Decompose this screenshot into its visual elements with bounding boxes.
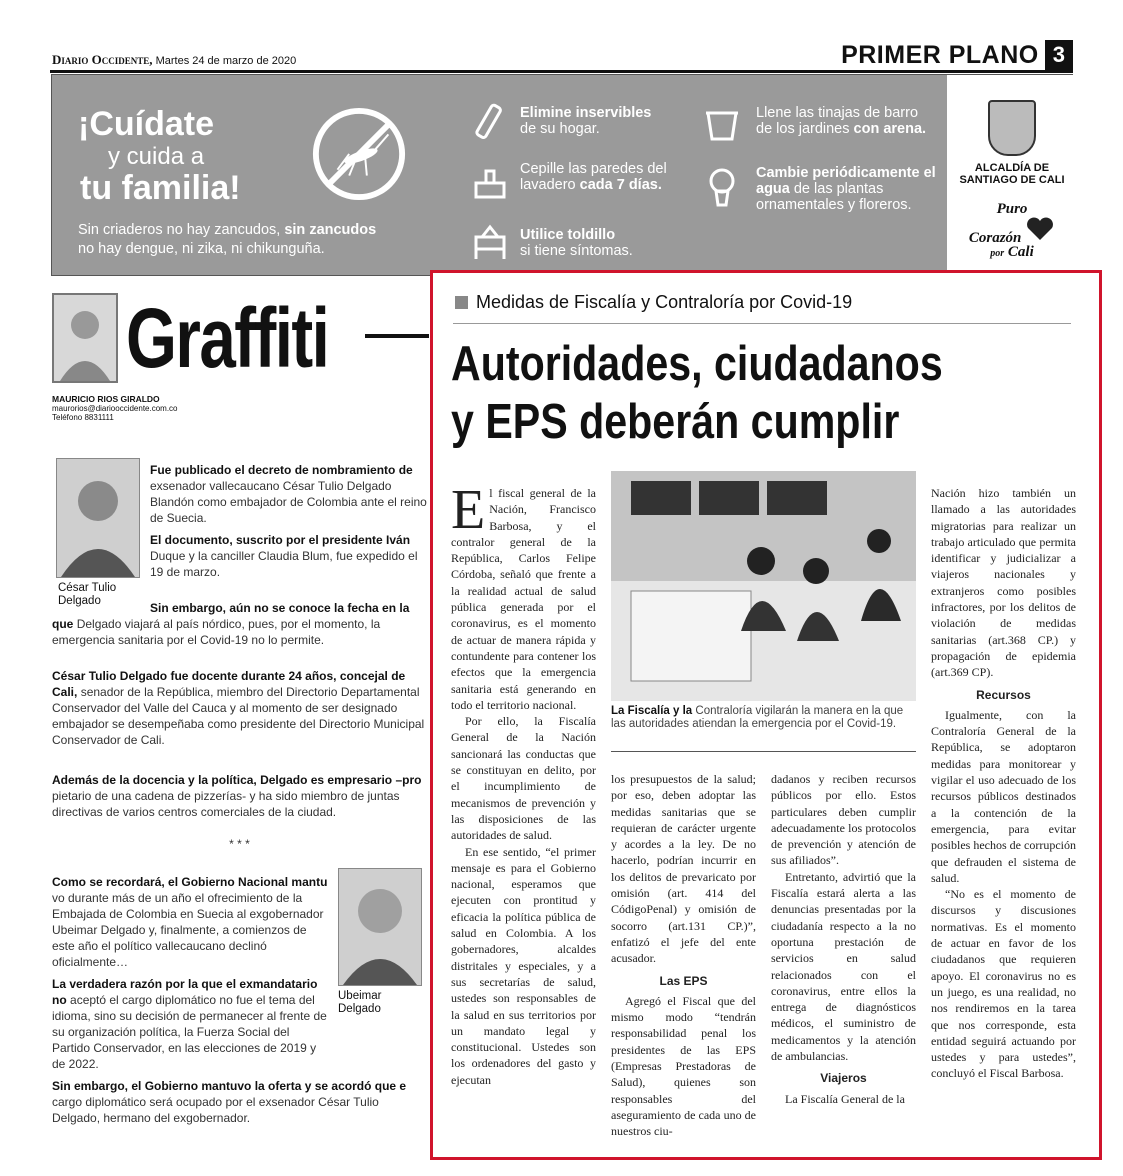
logo-name-2: SANTIAGO DE CALI — [959, 174, 1065, 186]
tip-3-bold: Utilice toldillo — [520, 227, 616, 243]
photo-caption — [611, 705, 916, 730]
caption-rule — [611, 751, 916, 752]
ad-note-line-2: no hay dengue, ni zika, ni chikunguña. — [78, 241, 325, 257]
article-column-1 — [451, 479, 596, 1088]
portrait-icon — [339, 869, 421, 985]
photo-caption-bold: La Fiscalía y la — [611, 705, 693, 717]
author-email: maurorios@diariooccidente.com.co — [52, 404, 178, 413]
caption-2-name: Ubeimar — [338, 990, 382, 1002]
tip-3-text: si tiene síntomas. — [520, 243, 633, 259]
col4-p2: Igualmente, con la Contraloría General de la República, se adoptaron medidas para monitorear y vigilar el uso adecuado de los recursos públicos destinados a la contención de la emergencia, para evitar posibles hechos de corrupción que defrauden el sistema de salud. — [931, 707, 1076, 885]
article-column-2 — [611, 771, 756, 1140]
pot-icon — [704, 103, 740, 143]
kicker-rule — [453, 323, 1071, 324]
cali-logo — [952, 100, 1072, 261]
control-room-photo-icon — [611, 471, 916, 701]
drop-cap: E — [451, 479, 486, 541]
graffiti-p6 — [52, 874, 330, 970]
p5-text: pietario de una cadena de pizzerías- y ha sido miembro de juntas directivas de varios centros comerciales de la ciudad. — [52, 789, 400, 819]
author-name: MAURICIO RIOS GIRALDO — [52, 394, 160, 404]
heart-icon — [1025, 216, 1055, 242]
article-column-4 — [931, 485, 1076, 1082]
p2-text: Duque y la canciller Claudia Blum, fue expedido el 19 de marzo. — [150, 549, 418, 579]
highlighted-article — [430, 270, 1102, 1160]
p7-text: aceptó el cargo diplomático no fue el tema del idioma, sino su decisión de permanecer al frente de su organización política, la Fuerza Social del Partido Conservador, en las elecciones de 2019 y de 2022. — [52, 993, 327, 1071]
columnist-photo — [52, 293, 118, 383]
page-number: 3 — [1045, 40, 1073, 70]
author-phone: Teléfono 8831111 — [52, 413, 114, 422]
coat-of-arms-icon — [988, 100, 1036, 156]
col3-p2: Entretanto, advirtió que la Fiscalía estará alerta a las denuncias presentadas por la ciudadanía respecto a la no oportuna prestación de servicios en salud relacionados con el coronavirus, entre ellos la entrega de diagnósticos médicos, el suministro de medicamentos y la atención de ambulancias. — [771, 869, 916, 1064]
subhead-eps: Las EPS — [659, 973, 708, 988]
page-header-left — [52, 52, 296, 68]
p8-bold: Sin embargo, el Gobierno mantuvo la oferta y se acordó que e — [52, 1079, 407, 1093]
tip-3 — [520, 227, 700, 259]
tip-4-bold: con arena. — [853, 121, 927, 137]
caption-2-last: Delgado — [338, 1003, 381, 1015]
col1-p1: l fiscal general de la Nación, Francisco Barbosa, y el contralor general de la República, Carlos Felipe Córdoba, señaló que frente a la realidad actual de salud pública generada por el coronavirus, es el momento de actuar de manera rápida y contundente para contener los efectos que la emergencia sanitaria está generando en todo el territorio nacional. — [451, 486, 596, 712]
slogan-2: Corazón — [968, 230, 1022, 246]
logo-name-1: ALCALDÍA DE — [974, 162, 1050, 174]
kicker-square-icon — [455, 296, 468, 309]
article-kicker — [455, 292, 852, 313]
p2-bold: El documento, suscrito por el presidente Iván — [150, 533, 411, 547]
headline-line-1: Autoridades, ciudadanos — [451, 337, 943, 391]
ad-title-line-1: ¡Cuídate — [78, 105, 214, 143]
slogan-3: por — [990, 248, 1005, 259]
col4-p1: Nación hizo también un llamado a las autoridades migratorias para realizar un trabajo articulado que permita identificar y judicializar a viajeros nacionales y extranjeros como posibles infractores, por los delitos de violación de medidas sanitarias (art.368 CP.) y propagación de epidemia (art.369 CP). — [931, 486, 1076, 680]
subhead-viajeros: Viajeros — [820, 1071, 867, 1086]
tip-2-bold: cada 7 días. — [579, 177, 662, 193]
columnist-portrait-icon — [54, 295, 116, 381]
tip-1-bold: Elimine inservibles — [520, 105, 652, 121]
col3-p1: dadanos y reciben recursos públicos por ello. Estos particulares deben cumplir adecuadamente los protocolos de prevención y atención de sus afiliados”. — [771, 772, 916, 868]
ad-note-part: Sin criaderos no hay zancudos, — [78, 222, 285, 238]
col1-p3: En ese sentido, “el primer mensaje es para el Gobierno nacional, esperamos que ejecuten con prontitud y eficacia la política pública de salud en Colombia. A los gobernadores, alcaldes distritales y especiales, y a sus secretarías de salud, ustedes son responsables de la salud en sus territorios por un mandato legal y constitucional. Ustedes son los ordenadores del gasto y ejecutan — [451, 844, 596, 1087]
graffiti-p1 — [150, 462, 428, 526]
tip-2 — [520, 161, 700, 193]
headline-line-2: y EPS deberán cumplir — [451, 395, 900, 449]
article-photo — [611, 471, 916, 701]
graffiti-p4 — [52, 668, 427, 748]
col2-p2: Agregó el Fiscal que del mismo modo “tendrán responsabilidad penal los presidentes de las EPS (Empresas Prestadoras de Salud), quienes son responsables del aseguramiento de cada uno de nuestros ciu- — [611, 993, 756, 1139]
p3-bold: Sin embargo, aún no se conoce la fecha en la que — [52, 601, 410, 631]
p5-bold: Además de la docencia y la política, Delgado es empresario –pro — [52, 773, 422, 787]
photo-ubeimar — [338, 868, 422, 986]
p1-text: exsenador vallecaucano César Tulio Delgado Blandón como embajador de Colombia ante el reino de Suecia. — [150, 479, 427, 525]
p8-text: cargo diplomático será ocupado por el exsenador César Tulio Delgado, hermano del exgobernador. — [52, 1095, 379, 1125]
article-headline — [451, 335, 989, 451]
p6-text: vo durante más de un año el ofrecimiento de la Embajada de Colombia en Suecia al exgobernador Ubeimar Delgado y, finalmente, a comienzos de este año el político vallecaucano declinó oficialmente… — [52, 891, 324, 969]
ad-note — [78, 221, 438, 259]
newspaper-name: Diario Occidente, — [52, 52, 153, 67]
health-ad-banner — [51, 74, 1073, 276]
p4-bold: César Tulio Delgado fue docente durante 24 años, concejal de Cali, — [52, 669, 406, 699]
bed-net-icon — [472, 223, 508, 263]
graffiti-p8 — [52, 1078, 427, 1126]
byline — [52, 395, 178, 422]
p1-bold: Fue publicado el decreto de nombramiento de — [150, 463, 413, 477]
caption-ubeimar — [338, 990, 381, 1016]
tip-1 — [520, 105, 700, 137]
slogan-1: Puro — [996, 201, 1028, 217]
graffiti-p7 — [52, 976, 330, 1072]
ad-title-line-3: tu familia! — [80, 169, 241, 207]
p6-bold: Como se recordará, el Gobierno Nacional mantu — [52, 875, 328, 889]
section-name: PRIMER PLANO — [841, 40, 1039, 69]
column-title-rule — [365, 334, 429, 338]
slogan-4: Cali — [1007, 244, 1034, 260]
slogan — [952, 202, 1072, 261]
page-header-right — [841, 40, 1073, 70]
portrait-icon — [57, 459, 139, 577]
tip-4 — [756, 105, 936, 137]
ad-note-bold: sin zancudos — [284, 222, 377, 238]
p4-text: senador de la República, miembro del Directorio Departamental Conservador del Valle del Cauca y al momento de ser designado embajador se desempeñaba como presidente del Directorio Municipal Conservador de Cali. — [52, 685, 425, 747]
p3-text: Delgado viajará al país nórdico, pues, por el momento, la emergencia sanitaria por el Covid-19 no lo permite. — [52, 617, 381, 647]
no-mosquito-icon — [310, 105, 408, 203]
graffiti-p3 — [52, 600, 428, 648]
col2-p1: los presupuestos de la salud; por eso, deben adoptar las medidas sanitarias que se requieran de carácter urgente y acordes a la ley. De no hacerlo, podrían incurrir en los delitos de prevaricato por omisión (art. 414 del CódigoPenal) y omisión de socorro (art.131 CP.)”, enfatizó el jefe del ente acusador. — [611, 772, 756, 966]
graffiti-p2 — [150, 532, 428, 580]
p7-bold: La verdadera razón por la que el exmandatario no — [52, 977, 318, 1007]
column-title: Graffiti — [126, 291, 329, 385]
caption-1-name: César Tulio — [58, 582, 117, 594]
subhead-recursos: Recursos — [976, 687, 1031, 702]
col3-p3: La Fiscalía General de la — [785, 1091, 905, 1106]
caption-1-last: Delgado — [58, 595, 101, 607]
article-column-3 — [771, 771, 916, 1107]
header-rule — [50, 70, 1073, 73]
graffiti-p5 — [52, 772, 427, 820]
ad-title-line-2: y cuida a — [108, 143, 205, 170]
tip-5-text: de las plantas ornamentales y floreros. — [756, 181, 912, 213]
section-stars: * * * — [229, 837, 250, 851]
sink-icon — [472, 163, 508, 203]
photo-caption-text: Contraloría vigilarán la manera en la que las autoridades atiendan la emergencia por el Covid-19. — [611, 705, 904, 730]
plant-icon — [704, 167, 740, 207]
issue-date: Martes 24 de marzo de 2020 — [152, 55, 297, 67]
kicker-text: Medidas de Fiscalía y Contraloría por Covid-19 — [476, 292, 853, 312]
col1-p2: Por ello, la Fiscalía General de la Nación sancionará las conductas que se constituyan en delito, por el incumplimiento de mecanismos de prevención y las disposiciones de las autoridades de salud. — [451, 714, 596, 843]
tip-4-text: Llene las tinajas de barro de los jardines — [756, 105, 919, 137]
tip-2-text: Cepille las paredes del lavadero — [520, 161, 667, 193]
tip-1-text: de su hogar. — [520, 121, 600, 137]
tip-5-bold: Cambie periódicamente el agua — [756, 165, 936, 197]
photo-cesar-tulio — [56, 458, 140, 578]
bottle-icon — [472, 101, 508, 141]
tip-5 — [756, 165, 936, 213]
col4-p3: “No es el momento de discursos y discusiones normativas. Es el momento de actuar en favor de los ciudadanos que requieren apoyo. El coronavirus no es un juego, es una realidad, no nos rendiremos en la tarea que nos corresponde, esta entidad seguirá actuando por ustedes y para ustedes”, concluyó el Fiscal Barbosa. — [931, 887, 1076, 1081]
